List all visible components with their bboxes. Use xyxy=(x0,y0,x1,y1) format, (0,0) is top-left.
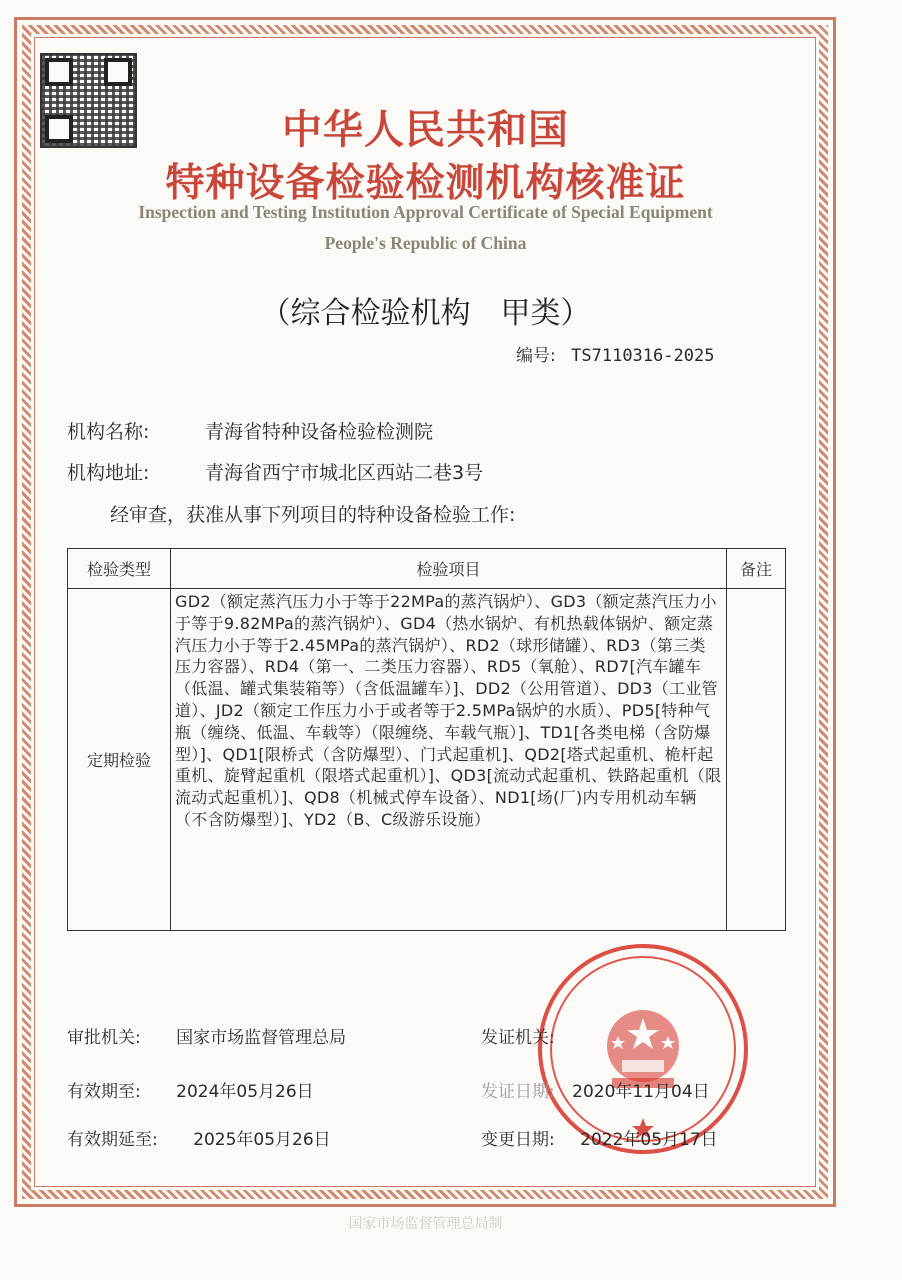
institution-address-row xyxy=(67,458,483,485)
extended-value: 2025年05月26日 xyxy=(193,1130,331,1150)
issuer-row xyxy=(481,1023,555,1048)
institution-category: （综合检验机构 甲类） xyxy=(260,296,591,331)
valid-until-label: 有效期至: xyxy=(67,1082,141,1102)
approver-value: 国家市场监督管理总局 xyxy=(176,1028,347,1048)
valid-until-value: 2024年05月26日 xyxy=(176,1082,314,1102)
title-certificate: 特种设备检验检测机构核准证 xyxy=(165,161,686,206)
header-remark: 备注 xyxy=(727,549,786,589)
change-date-value: 2022年05月17日 xyxy=(580,1130,718,1150)
issue-date-row xyxy=(481,1077,710,1102)
remark-cell xyxy=(727,589,786,931)
institution-name-value: 青海省特种设备检验检测院 xyxy=(205,421,434,443)
title-english-certificate: Inspection and Testing Institution Approval Certificate of Special Equipment xyxy=(138,202,713,222)
certificate-number-value: TS7110316-2025 xyxy=(571,346,715,366)
inspection-items-cell: GD2（额定蒸汽压力小于等于22MPa的蒸汽锅炉）、GD3（额定蒸汽压力小于等于9.82MPa的蒸汽锅炉）、GD4（热水锅炉、有机热载体锅炉、额定蒸汽压力小于等于2.45MPa的蒸汽锅炉）、RD2（球形储罐）、RD3（第三类压力容器）、RD4（第一、二类压力容器）、RD5（氧舱）、RD7[汽车罐车（低温、罐式集装箱等）（含低温罐车）]、DD2（公用管道）、DD3（工业管道）、JD2（额定工作压力小于或者等于2.5MPa锅炉的水质）、PD5[特种气瓶（缠绕、低温、车载等）（限缠绕、车载气瓶）]、TD1[各类电梯（含防爆型）]、QD1[限桥式（含防爆型）、门式起重机]、QD2[塔式起重机、桅杆起重机、旋臂起重机（限塔式起重机）]、QD3[流动式起重机、铁路起重机（限流动式起重机）]、QD8（机械式停车设备）、ND1[场(厂)内专用机动车辆（不含防爆型）]、YD2（B、C级游乐设施） xyxy=(171,589,727,931)
institution-address-label: 机构地址: xyxy=(67,462,150,484)
inspection-type-cell: 定期检验 xyxy=(68,589,171,931)
change-date-label: 变更日期: xyxy=(481,1130,555,1150)
issuer-footnote: 国家市场监督管理总局制 xyxy=(348,1216,503,1232)
approval-statement: 经审查，获准从事下列项目的特种设备检验工作: xyxy=(110,504,516,526)
change-date-row xyxy=(481,1125,718,1150)
title-english-country: People's Republic of China xyxy=(324,233,527,253)
certificate-number-label: 编号: xyxy=(516,346,556,366)
institution-name-label: 机构名称: xyxy=(67,421,150,443)
approver-label: 审批机关: xyxy=(67,1028,141,1048)
certificate-number xyxy=(516,341,714,366)
issue-date-value: 2020年11月04日 xyxy=(572,1082,710,1102)
header-inspection-items: 检验项目 xyxy=(171,549,727,589)
scope-table-header-row xyxy=(68,549,786,589)
institution-address-value: 青海省西宁市城北区西站二巷3号 xyxy=(205,462,484,484)
title-country: 中华人民共和国 xyxy=(282,107,569,153)
issuer-label: 发证机关: xyxy=(481,1028,555,1048)
extended-row xyxy=(67,1125,331,1150)
extended-label: 有效期延至: xyxy=(67,1130,158,1150)
official-seal xyxy=(538,944,748,1154)
header-inspection-type: 检验类型 xyxy=(68,549,171,589)
seal-emblem-icon xyxy=(542,948,744,1150)
scope-table xyxy=(67,548,786,931)
issue-date-label: 发证日期: xyxy=(481,1082,555,1102)
valid-until-row xyxy=(67,1077,314,1102)
approver-row xyxy=(67,1023,346,1048)
institution-name-row xyxy=(67,417,433,444)
table-row xyxy=(68,589,786,931)
